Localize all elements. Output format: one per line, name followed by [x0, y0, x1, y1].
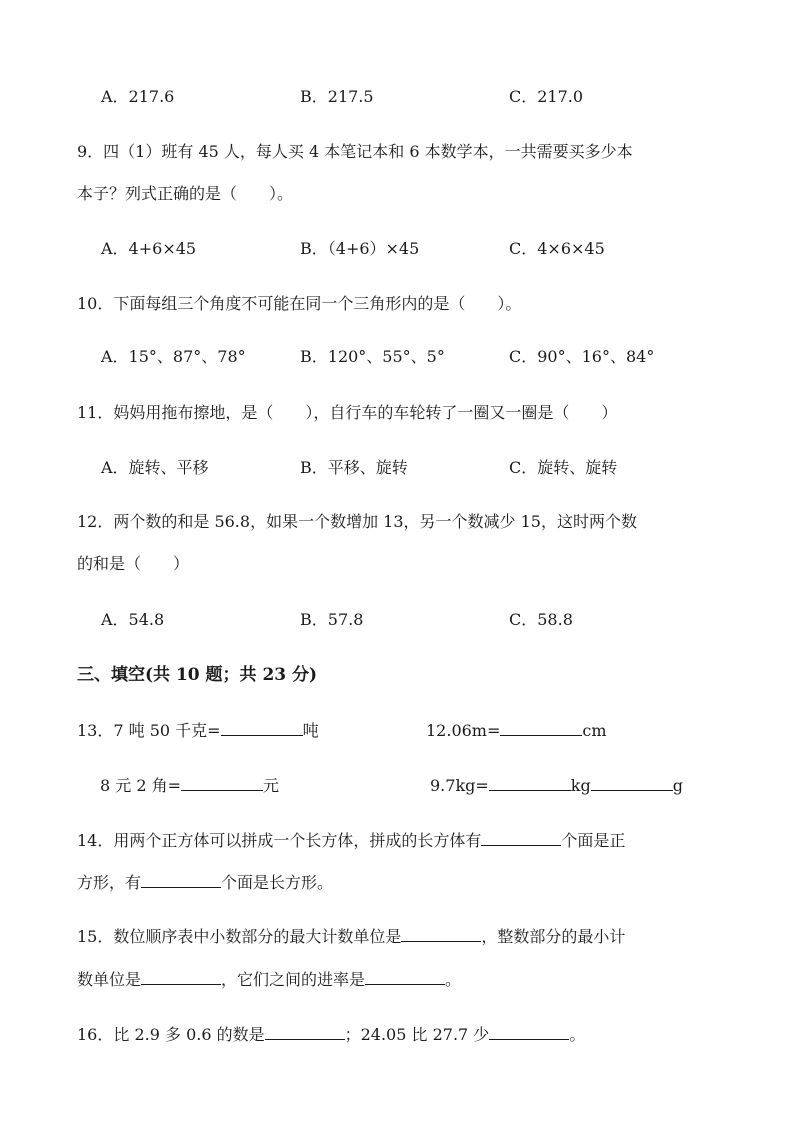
answer-blank[interactable] — [500, 719, 582, 736]
q9-text-line1: 9．四（1）班有 45 人，每人买 4 本笔记本和 6 本数学本，一共需要买多少本 — [77, 142, 633, 161]
q11-option-a: A．旋转、平移 — [101, 458, 209, 477]
q14-l2-prefix: 方形，有 — [77, 873, 142, 892]
q9-option-c: C．4×6×45 — [509, 239, 605, 258]
q15-text-line1 — [77, 925, 625, 948]
q16-text — [77, 1023, 585, 1046]
q13-d-suffix: g — [672, 776, 683, 795]
answer-blank[interactable] — [265, 1023, 345, 1040]
q12-text-line2: 的和是（ ） — [77, 554, 190, 573]
q15-l2-suffix: 。 — [445, 970, 462, 989]
q13-d-prefix: 9.7kg= — [430, 776, 489, 795]
q8-option-a: A．217.6 — [101, 87, 175, 106]
q13-c-prefix: 8 元 2 角= — [100, 776, 182, 795]
q12-option-c: C．58.8 — [509, 610, 573, 629]
q13-b-suffix: cm — [582, 721, 607, 740]
q9-option-b: B．（4+6）×45 — [300, 239, 420, 258]
q13-item-d — [430, 774, 683, 797]
q12-text-line1: 12．两个数的和是 56.8，如果一个数增加 13，另一个数减少 15，这时两个数 — [77, 512, 637, 531]
answer-blank[interactable] — [181, 774, 263, 791]
q13-b-prefix: 12.06m= — [426, 721, 501, 740]
q13-a-prefix: 13．7 吨 50 千克= — [77, 721, 221, 740]
q15-l2-prefix: 数单位是 — [77, 970, 142, 989]
q13-item-c — [100, 774, 279, 797]
q8-option-b: B．217.5 — [300, 87, 374, 106]
section-heading: 三、填空(共 10 题；共 23 分) — [77, 665, 318, 685]
q12-option-b: B．57.8 — [300, 610, 364, 629]
q11-option-c: C．旋转、旋转 — [509, 458, 618, 477]
answer-blank[interactable] — [141, 968, 221, 985]
q9-text-line2: 本子？列式正确的是（ ）。 — [77, 184, 294, 203]
q14-l2-suffix: 个面是长方形。 — [221, 873, 334, 892]
q14-text-line1 — [77, 829, 625, 852]
q14-l1-suffix: 个面是正 — [561, 831, 626, 850]
q13-d-unit: kg — [570, 776, 591, 795]
q15-text-line2 — [77, 968, 461, 991]
answer-blank[interactable] — [591, 774, 673, 791]
q15-l1-suffix: ，整数部分的最小计 — [481, 927, 626, 946]
answer-blank[interactable] — [481, 829, 561, 846]
q10-option-c: C．90°、16°、84° — [509, 347, 655, 366]
q15-l1-prefix: 15．数位顺序表中小数部分的最大计数单位是 — [77, 927, 402, 946]
answer-blank[interactable] — [401, 925, 481, 942]
q13-item-a — [77, 719, 319, 742]
q11-option-b: B．平移、旋转 — [300, 458, 408, 477]
answer-blank[interactable] — [221, 719, 303, 736]
q13-a-suffix: 吨 — [302, 721, 319, 740]
q11-text: 11．妈妈用拖布擦地，是（ ），自行车的车轮转了一圈又一圈是（ ） — [77, 403, 618, 422]
q13-item-b — [426, 719, 607, 742]
q13-c-suffix: 元 — [263, 776, 280, 795]
q10-option-a: A．15°、87°、78° — [101, 347, 246, 366]
q8-option-c: C．217.0 — [509, 87, 584, 106]
q15-l2-middle: ，它们之间的进率是 — [221, 970, 366, 989]
q14-text-line2 — [77, 871, 333, 894]
q14-l1-prefix: 14．用两个正方体可以拼成一个长方体，拼成的长方体有 — [77, 831, 482, 850]
q10-text: 10．下面每组三个角度不可能在同一个三角形内的是（ ）。 — [77, 294, 522, 313]
q16-middle: ；24.05 比 27.7 少 — [344, 1025, 490, 1044]
answer-blank[interactable] — [141, 871, 221, 888]
q9-option-a: A．4+6×45 — [101, 239, 197, 258]
q10-option-b: B．120°、55°、5° — [300, 347, 445, 366]
q16-prefix: 16．比 2.9 多 0.6 的数是 — [77, 1025, 265, 1044]
answer-blank[interactable] — [489, 1023, 569, 1040]
answer-blank[interactable] — [365, 968, 445, 985]
answer-blank[interactable] — [489, 774, 571, 791]
q16-suffix: 。 — [569, 1025, 586, 1044]
q12-option-a: A．54.8 — [101, 610, 165, 629]
